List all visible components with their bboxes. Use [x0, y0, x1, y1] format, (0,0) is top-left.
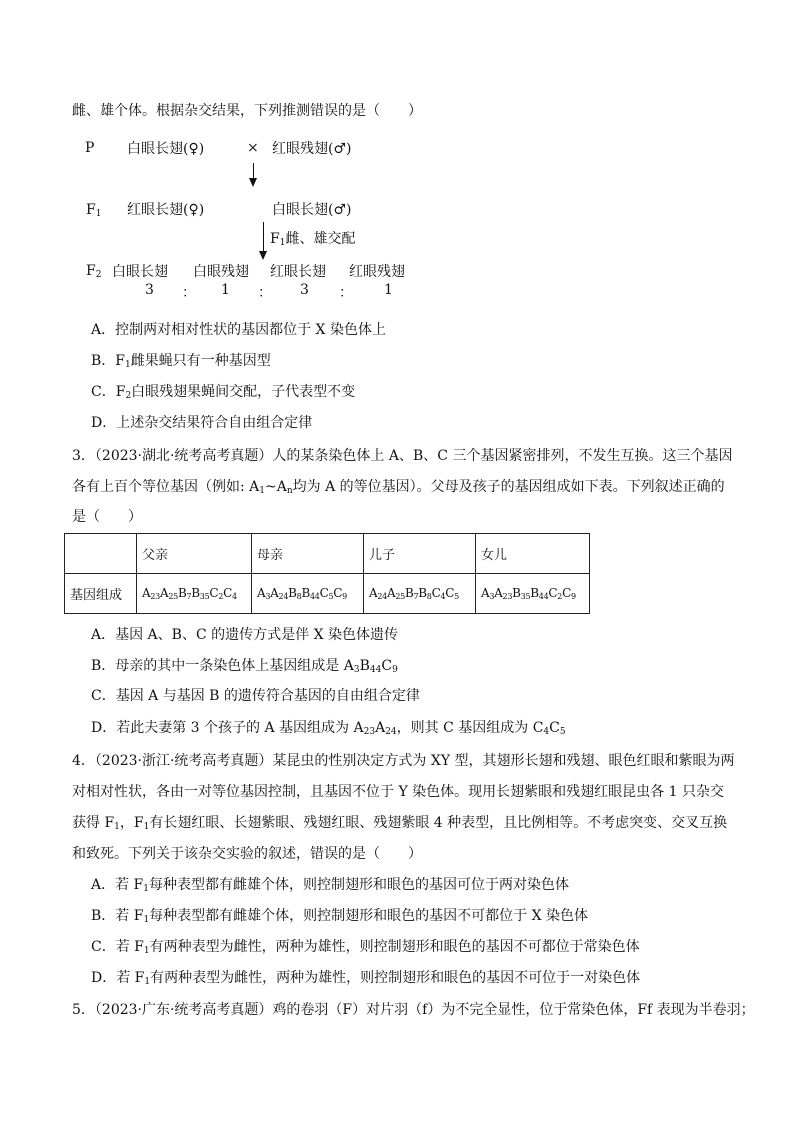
table-header-cell: 儿子: [364, 534, 476, 574]
q3-stem-line-3: 是（ ）: [72, 509, 142, 525]
gene-letter: B: [301, 586, 310, 600]
f1-generation-label: $F_1$: [86, 202, 102, 219]
allele-number: 7: [186, 592, 192, 601]
q4-stem-line-2: 对相对性状，各由一对等位基因控制，且基因不位于 Y 染色体。现用长翅紫眼和残翅红眼昆虫各 1 只杂交: [72, 784, 724, 800]
f2-ratio-value: 1: [221, 282, 230, 298]
allele-number: 3: [489, 592, 495, 601]
cross-symbol: ×: [247, 140, 259, 156]
genotype-cell: [252, 574, 364, 614]
arrow-down-icon: [263, 222, 264, 252]
gene-letter: C: [431, 586, 441, 600]
q5-stem-line-1: 5．（2023·广东·统考高考真题）鸡的卷羽（F）对片羽（f）为不完全显性，位于常染色体，Ff 表现为半卷羽；: [72, 1002, 755, 1018]
gene-letter: A: [270, 586, 279, 600]
allele-number: 4: [231, 592, 237, 601]
q2-option-a: A．控制两对相对性状的基因都位于 X 染色体上: [91, 322, 386, 338]
table-row-label: 基因组成: [65, 574, 137, 614]
allele-number: 9: [570, 592, 576, 601]
f2-ratio-separator: ：: [339, 285, 353, 301]
q2-option-c: C．$F_2$白眼残翅果蝇间交配，子代表型不变: [91, 384, 356, 401]
gene-letter: C: [223, 586, 232, 600]
allele-number: 8: [426, 592, 432, 601]
allele-number: 35: [520, 592, 531, 601]
allele-number: 25: [168, 592, 178, 601]
gene-letter: B: [418, 586, 427, 600]
arrow-head-icon: [259, 251, 267, 260]
allele-number: 5: [328, 592, 334, 601]
gene-letter: A: [159, 586, 169, 600]
table-header-cell: [65, 534, 137, 574]
f2-generation-label: $F_2$: [86, 263, 102, 280]
p-generation-label: P: [85, 140, 95, 156]
p-male-phenotype: 红眼残翅(♂): [272, 141, 352, 157]
gene-letter: B: [288, 586, 297, 600]
table-row: [65, 574, 590, 614]
allele-number: 24: [377, 592, 387, 601]
genotype-cell: [364, 574, 476, 614]
q3-option-d: D．若此夫妻第 3 个孩子的 A 基因组成为 $A_{23}A_{24}$，则其 C 基因组成为 $C_4C_5$: [91, 720, 566, 737]
table-header-row: [65, 534, 590, 574]
allele-number: 5: [454, 592, 459, 601]
gene-letter: C: [548, 586, 558, 600]
q2-option-b: B．$F_1$雌果蝇只有一种基因型: [91, 353, 271, 370]
gene-letter: C: [319, 586, 329, 600]
p-female-phenotype: 白眼长翅(♀): [127, 141, 205, 157]
q3-stem-line-2: 各有上百个等位基因（例如: $A_1\sim A_n$均为 A 的等位基因）。父母及孩子的基因组成如下表。下列叙述正确的: [72, 479, 725, 496]
q4-stem-line-4: 和致死。下列关于该杂交实验的叙述，错误的是（ ）: [72, 846, 422, 862]
table-header-cell: 父亲: [137, 534, 252, 574]
f2-ratio-separator: ：: [182, 285, 196, 301]
gene-letter: B: [191, 586, 200, 600]
f2-phenotype: 红眼残翅: [349, 264, 405, 280]
allele-number: 44: [538, 592, 549, 601]
allele-number: 23: [150, 592, 160, 601]
genotype-cell: [137, 574, 252, 614]
allele-number: 23: [502, 592, 513, 601]
allele-number: 4: [440, 592, 446, 601]
gene-letter: A: [142, 586, 151, 600]
allele-number: 2: [557, 592, 563, 601]
q4-stem-line-3: 获得 $F_1$，$F_1$有长翅红眼、长翅紫眼、残翅红眼、残翅紫眼 4 种表型，且比例相等。不考虑突变、交叉互换: [72, 815, 728, 832]
f1-female-phenotype: 红眼长翅(♀): [127, 202, 205, 218]
f2-phenotype: 红眼长翅: [270, 264, 326, 280]
table-header-cell: 女儿: [476, 534, 590, 574]
f2-ratio-separator: ：: [258, 285, 272, 301]
allele-number: 9: [342, 592, 347, 601]
q4-stem-line-1: 4．（2023·浙江·统考高考真题）某昆虫的性别决定方式为 XY 型，其翅形长翅和残翅、眼色红眼和紫眼为两: [72, 753, 735, 769]
gene-letter: C: [562, 586, 571, 600]
f2-phenotype: 白眼长翅: [112, 264, 168, 280]
gene-letter: C: [445, 586, 455, 600]
table-header-cell: 母亲: [252, 534, 364, 574]
q3-option-c: C．基因 A 与基因 B 的遗传符合基因的自由组合定律: [91, 688, 420, 704]
q2-option-d: D．上述杂交结果符合自由组合定律: [91, 415, 313, 431]
question-intro-line: 雌、雄个体。根据杂交结果，下列推测错误的是（ ）: [72, 103, 422, 119]
arrow-head-icon: [249, 178, 257, 187]
allele-number: 35: [199, 592, 210, 601]
arrow-down-icon: [253, 163, 254, 179]
gene-letter: B: [404, 586, 414, 600]
gene-letter: B: [512, 586, 521, 600]
q3-option-b: B．母亲的其中一条染色体上基因组成是 $A_3B_{44}C_9$: [91, 658, 398, 675]
gene-letter: B: [177, 586, 187, 600]
genotype-cell: [476, 574, 590, 614]
q3-option-a: A．基因 A、B、C 的遗传方式是伴 X 染色体遗传: [91, 627, 398, 643]
f1-intercross-label: $F_1$雌、雄交配: [270, 231, 356, 248]
genotype-table: [64, 533, 590, 614]
allele-number: 3: [265, 592, 271, 601]
gene-letter: C: [333, 586, 343, 600]
q3-stem-line-1: 3．（2023·湖北·统考高考真题）人的某条染色体上 A、B、C 三个基因紧密排列，不发生互换。这三个基因: [72, 448, 733, 464]
f1-male-phenotype: 白眼长翅(♂): [272, 202, 352, 218]
gene-letter: A: [481, 586, 490, 600]
allele-number: 25: [395, 592, 405, 601]
f2-phenotype: 白眼残翅: [193, 264, 249, 280]
allele-number: 44: [310, 592, 320, 601]
gene-letter: B: [530, 586, 539, 600]
f2-ratio-value: 1: [384, 282, 393, 298]
f2-ratio-value: 3: [145, 282, 154, 298]
allele-number: 7: [413, 592, 419, 601]
q4-option-c: C．若 $F_1$有两种表型为雌性，两种为雄性，则控制翅形和眼色的基因不可都位于常染色体: [91, 939, 640, 956]
q4-option-a: A．若 $F_1$每种表型都有雌雄个体，则控制翅形和眼色的基因可位于两对染色体: [91, 877, 570, 894]
allele-number: 24: [278, 592, 289, 601]
allele-number: 8: [296, 592, 302, 601]
f2-ratio-value: 3: [300, 282, 309, 298]
gene-letter: A: [386, 586, 396, 600]
gene-letter: A: [494, 586, 503, 600]
q4-option-b: B．若 $F_1$每种表型都有雌雄个体，则控制翅形和眼色的基因不可都位于 X 染色体: [91, 908, 589, 925]
gene-letter: A: [369, 586, 378, 600]
allele-number: 2: [218, 592, 224, 601]
gene-letter: A: [257, 586, 266, 600]
gene-letter: C: [209, 586, 219, 600]
q4-option-d: D．若 $F_1$有两种表型为雌性，两种为雄性，则控制翅形和眼色的基因不可位于一对染色体: [91, 970, 641, 987]
